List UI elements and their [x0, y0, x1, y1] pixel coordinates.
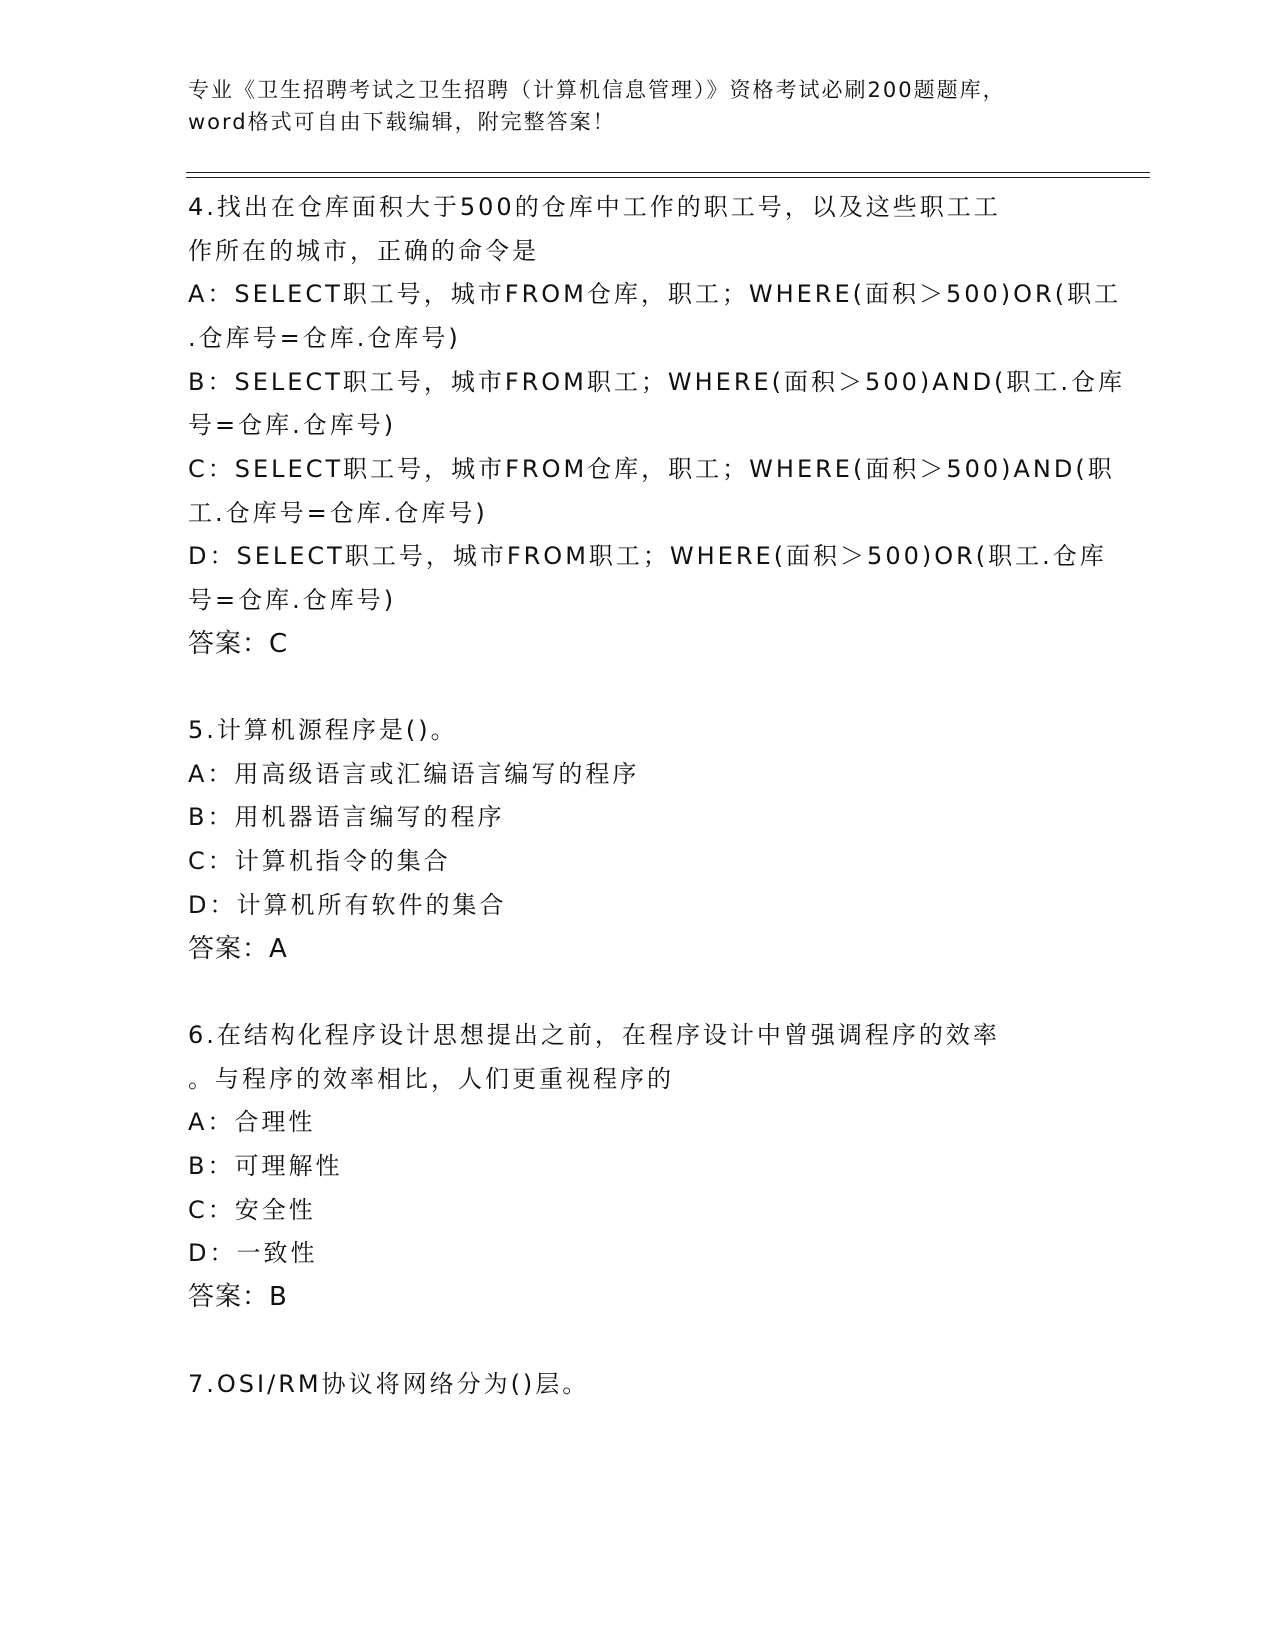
- question-4-answer: 答案：C: [188, 629, 289, 659]
- question-5-option-d: D：计算机所有软件的集合: [188, 891, 507, 919]
- question-7-stem: 7.OSI/RM协议将网络分为()层。: [188, 1370, 590, 1398]
- header-title-line-1: 专业《卫生招聘考试之卫生招聘（计算机信息管理）》资格考试必刷200题题库，: [188, 78, 1006, 102]
- question-4-stem-line-1: 4.找出在仓库面积大于500的仓库中工作的职工号，以及这些职工工: [188, 193, 1001, 221]
- question-4-option-d-line-1: D：SELECT职工号，城市FROM职工；WHERE(面积＞500)OR(职工.仓库: [188, 542, 1107, 570]
- question-5-option-c: C：计算机指令的集合: [188, 847, 451, 875]
- question-6-option-c: C：安全性: [188, 1196, 316, 1224]
- question-4-stem-line-2: 作所在的城市，正确的命令是: [188, 237, 539, 265]
- question-4-option-a-line-1: A：SELECT职工号，城市FROM仓库，职工；WHERE(面积＞500)OR(职工: [188, 280, 1122, 308]
- question-5-answer: 答案：A: [188, 934, 288, 964]
- question-4-option-d-line-2: 号=仓库.仓库号): [188, 586, 397, 614]
- question-4-option-b-line-1: B：SELECT职工号，城市FROM职工；WHERE(面积＞500)AND(职工.仓库: [188, 368, 1126, 396]
- header-title-line-2: word格式可自由下载编辑，附完整答案！: [188, 110, 616, 134]
- question-5-option-a: A：用高级语言或汇编语言编写的程序: [188, 760, 640, 788]
- question-6-stem-line-1: 6.在结构化程序设计思想提出之前，在程序设计中曾强调程序的效率: [188, 1021, 1000, 1049]
- question-6-option-a: A：合理性: [188, 1108, 316, 1136]
- question-4-option-a-line-2: .仓库号=仓库.仓库号): [188, 324, 461, 352]
- question-6-stem-line-2: 。与程序的效率相比，人们更重视程序的: [188, 1065, 674, 1093]
- question-6-option-d: D：一致性: [188, 1239, 318, 1267]
- header-divider-bottom: [186, 177, 1150, 178]
- question-4-option-c-line-1: C：SELECT职工号，城市FROM仓库，职工；WHERE(面积＞500)AND(职: [188, 455, 1115, 483]
- question-6-option-b: B：可理解性: [188, 1152, 343, 1180]
- question-5-stem: 5.计算机源程序是()。: [188, 716, 458, 744]
- question-4-option-c-line-2: 工.仓库号=仓库.仓库号): [188, 499, 488, 527]
- header-divider-top: [186, 172, 1150, 173]
- question-4-option-b-line-2: 号=仓库.仓库号): [188, 411, 397, 439]
- question-5-option-b: B：用机器语言编写的程序: [188, 803, 505, 831]
- question-6-answer: 答案：B: [188, 1282, 288, 1312]
